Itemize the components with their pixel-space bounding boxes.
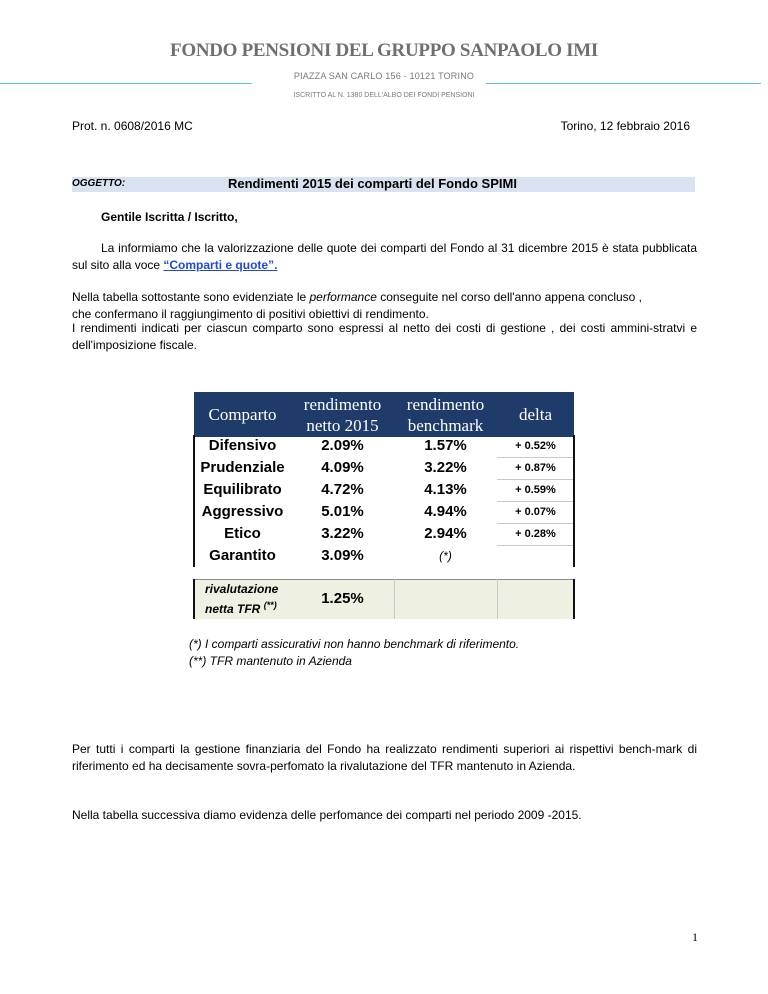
table-right-border — [573, 435, 575, 567]
tfr-row — [194, 579, 574, 619]
row-benchmark: (*) — [439, 549, 452, 563]
row-benchmark: 2.94% — [424, 525, 467, 542]
row-delta: + 0.52% — [515, 440, 556, 452]
row-net: 4.09% — [321, 459, 364, 476]
row-delta: + 0.59% — [515, 484, 556, 496]
delta-separator — [497, 523, 574, 524]
tfr-col-sep — [497, 579, 498, 619]
row-delta: + 0.07% — [515, 506, 556, 518]
table-left-border — [193, 435, 195, 567]
tfr-label-line2: netta TFR — [205, 602, 261, 616]
table-row — [194, 501, 574, 523]
para2-before: Nella tabella sottostante sono evidenziate le — [72, 290, 310, 304]
header-netto-line1: rendimento — [303, 395, 382, 414]
org-title: FONDO PENSIONI DEL GRUPPO SANPAOLO IMI — [170, 40, 598, 61]
row-net: 3.22% — [321, 525, 364, 542]
para2-emphasis: performance — [309, 290, 377, 304]
row-name: Equilibrato — [203, 481, 282, 498]
table-notes — [189, 636, 519, 669]
table-row — [194, 523, 574, 545]
page-number: 1 — [692, 930, 698, 944]
row-delta: + 0.87% — [515, 462, 556, 474]
row-name: Prudenziale — [200, 459, 285, 476]
header-bm-line2: benchmark — [407, 416, 484, 435]
org-register: ISCRITTO AL N. 1380 DELL'ALBO DEI FONDI PENSIONI — [293, 92, 475, 99]
table-row — [194, 479, 574, 501]
row-delta: + 0.28% — [515, 528, 556, 540]
org-address: PIAZZA SAN CARLO 156 - 10121 TORINO — [293, 71, 475, 81]
header-comparto: Comparto — [194, 392, 291, 437]
comparti-quote-link[interactable]: “Comparti e quote”. — [163, 257, 278, 272]
net-returns-paragraph: I rendimenti indicati per ciascun comparto sono espressi al netto dei costi di gestione , dei costi ammini-stratvi e dell'imposizione fiscale. — [72, 321, 697, 352]
tfr-value: 1.25% — [321, 590, 364, 607]
subject-label: OGGETTO: — [72, 178, 126, 189]
intro-text: La informiamo che la valorizzazione delle quote dei comparti del Fondo al 31 dicembre 2015 è stata pubblicata sul sito alla voce — [72, 241, 697, 272]
para2-after: conseguite nel corso dell'anno appena concluso , — [376, 290, 643, 304]
tfr-label — [205, 581, 278, 617]
para2-line2: che confermano il raggiungimento di positivi obiettivi di rendimento. — [72, 306, 429, 321]
row-net: 2.09% — [321, 437, 364, 454]
tfr-right-border — [573, 579, 575, 619]
row-name: Etico — [224, 525, 261, 542]
table-row — [194, 457, 574, 479]
place-date: Torino, 12 febbraio 2016 — [560, 119, 690, 133]
delta-separator — [497, 501, 574, 502]
header-rendimento-benchmark — [394, 392, 497, 437]
delta-separator — [497, 457, 574, 458]
header-rule-left — [0, 83, 252, 84]
note-benchmark: (*) I comparti assicurativi non hanno benchmark di riferimento. — [189, 637, 520, 651]
delta-separator — [497, 479, 574, 480]
tfr-top-rule — [194, 579, 574, 580]
row-net: 4.72% — [321, 481, 364, 498]
note-tfr: (**) TFR mantenuto in Azienda — [189, 653, 352, 668]
next-table-paragraph: Nella tabella successiva diamo evidenza delle perfomance dei comparti nel periodo 2009 -2015. — [72, 808, 582, 822]
header-delta: delta — [497, 392, 574, 437]
row-name: Difensivo — [208, 437, 277, 454]
delta-separator — [497, 545, 574, 546]
header-rule-right — [486, 83, 761, 84]
summary-paragraph: Per tutti i comparti la gestione finanziaria del Fondo ha realizzato rendimenti superiori ai rispettivi bench-mark di riferimento ed ha decisamente sovra-perfomato la rivalutazione del TFR mantenuto in Azienda. — [72, 742, 697, 773]
table-row — [194, 545, 574, 567]
row-benchmark: 4.94% — [424, 503, 467, 520]
protocol-number: Prot. n. 0608/2016 MC — [72, 119, 193, 133]
row-name: Garantito — [209, 547, 276, 564]
tfr-col-sep — [394, 579, 395, 619]
tfr-label-line1: rivalutazione — [205, 582, 279, 596]
table-row — [194, 435, 574, 457]
row-delta — [497, 545, 574, 567]
table-intro-paragraph — [72, 289, 697, 322]
row-benchmark: 1.57% — [424, 437, 467, 454]
row-benchmark: 3.22% — [424, 459, 467, 476]
header-bm-line1: rendimento — [406, 395, 485, 414]
salutation: Gentile Iscritta / Iscritto, — [101, 210, 238, 224]
subject-text: Rendimenti 2015 dei comparti del Fondo SPIMI — [228, 176, 517, 191]
header-netto-line2: netto 2015 — [306, 416, 379, 435]
intro-paragraph — [72, 240, 697, 273]
row-name: Aggressivo — [201, 503, 284, 520]
tfr-footnote-mark: (**) — [263, 600, 277, 610]
row-net: 3.09% — [321, 547, 364, 564]
header-rendimento-netto — [291, 392, 394, 437]
tfr-left-border — [193, 579, 195, 619]
row-benchmark: 4.13% — [424, 481, 467, 498]
row-net: 5.01% — [321, 503, 364, 520]
